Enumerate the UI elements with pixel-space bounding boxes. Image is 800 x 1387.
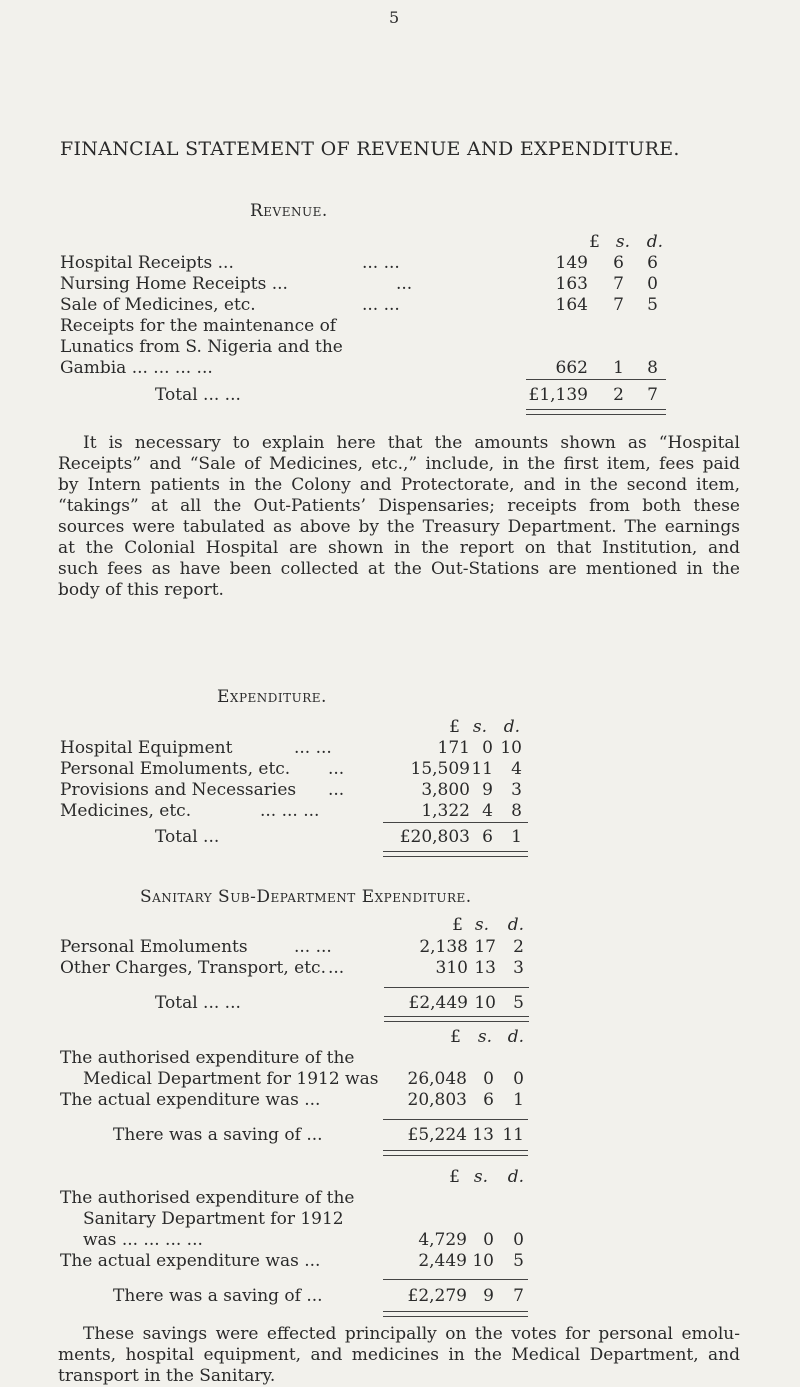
- subtotal-rule: [384, 987, 529, 988]
- total-double-rule: [383, 1150, 528, 1156]
- subtotal-rule: [383, 822, 528, 823]
- revenue-table: £ s. d. Hospital Receipts ... ... ... 149 6 6 Nursing Home Receipts ... ... 163 7 0 Sale of Medicines, etc. ... ... 164 7 5 Receipts for the maintenance of Lunatics from S. Nigeria and the Gambia ... ... ... ... 662 1 8 Total ... ... £1,139 2 7: [60, 232, 620, 602]
- savings-paragraph: These savings were effected principally on the votes for personal emolu- ments, hospital equipment, and medicines in the Medical Department, and transport in the Sanitary.: [58, 1324, 740, 1386]
- col-pence-header: d.: [507, 1027, 524, 1047]
- sanitary-heading: Sanitary Sub-Department Expenditure.: [140, 887, 472, 907]
- col-pounds-header: £: [589, 232, 600, 252]
- col-shillings-header: s.: [473, 1167, 488, 1187]
- col-pence-header: d.: [507, 1167, 524, 1187]
- total-double-rule: [384, 1016, 529, 1022]
- col-shillings-header: s.: [472, 717, 487, 737]
- col-pounds-header: £: [449, 717, 460, 737]
- col-pence-header: d.: [503, 717, 520, 737]
- subtotal-rule: [383, 1119, 528, 1120]
- page-number: 5: [389, 8, 400, 27]
- explanation-paragraph: It is necessary to explain here that the amounts shown as “Hospital Receipts” and “Sale of Medicines, etc.,” include, in the first item, fees paid by Intern patients in the Colony and Protectorate, and in the second item, “takings” at all the Out-Patients’ Dispensaries; receipts from both these sources were tabulated as above by the Treasury Department. The earnings at the Colonial Hospital are shown in the report on that Institution, and such fees as have been collected at the Out-Stations are mentioned in the body of this report.: [58, 433, 740, 600]
- subtotal-rule: [383, 1279, 528, 1280]
- revenue-heading: Revenue.: [250, 201, 328, 221]
- expenditure-heading: Expenditure.: [217, 687, 327, 707]
- expenditure-table: £ s. d. Hospital Equipment ... ... 171 0 10 Personal Emoluments, etc. ... 15,509 11 4 Provisions and Necessaries ... 3,800 9 3 Medicines, etc. ... ... ... 1,322 4 8 Total ... £20,803 6 1: [60, 717, 620, 917]
- col-pence-header: d.: [507, 915, 524, 935]
- col-pounds-header: £: [452, 915, 463, 935]
- total-double-rule: [383, 1311, 528, 1317]
- total-double-rule: [383, 851, 528, 857]
- subtotal-rule: [526, 379, 666, 380]
- col-shillings-header: s.: [615, 232, 630, 252]
- col-pounds-header: £: [450, 1027, 461, 1047]
- sanitary-saving-table: £ s. d. The authorised expenditure of the Sanitary Department for 1912 was ... ... ... ... 4,729 0 0 The actual expenditure was ... 2,449 10 5 There was a saving of ... £2,279 9 7: [60, 1167, 620, 1317]
- col-shillings-header: s.: [477, 1027, 492, 1047]
- sanitary-table: £ s. d. Personal Emoluments ... ... 2,138 17 2 Other Charges, Transport, etc. ... 310 13 3 Total ... ... £2,449 10 5: [60, 915, 620, 1065]
- col-pence-header: d.: [646, 232, 663, 252]
- page-title: FINANCIAL STATEMENT OF REVENUE AND EXPENDITURE.: [60, 138, 680, 160]
- medical-saving-table: £ s. d. The authorised expenditure of the Medical Department for 1912 was 26,048 0 0 The actual expenditure was ... 20,803 6 1 There was a saving of ... £5,224 13 11: [60, 1027, 620, 1177]
- total-double-rule: [526, 409, 666, 415]
- col-pounds-header: £: [449, 1167, 460, 1187]
- col-shillings-header: s.: [474, 915, 489, 935]
